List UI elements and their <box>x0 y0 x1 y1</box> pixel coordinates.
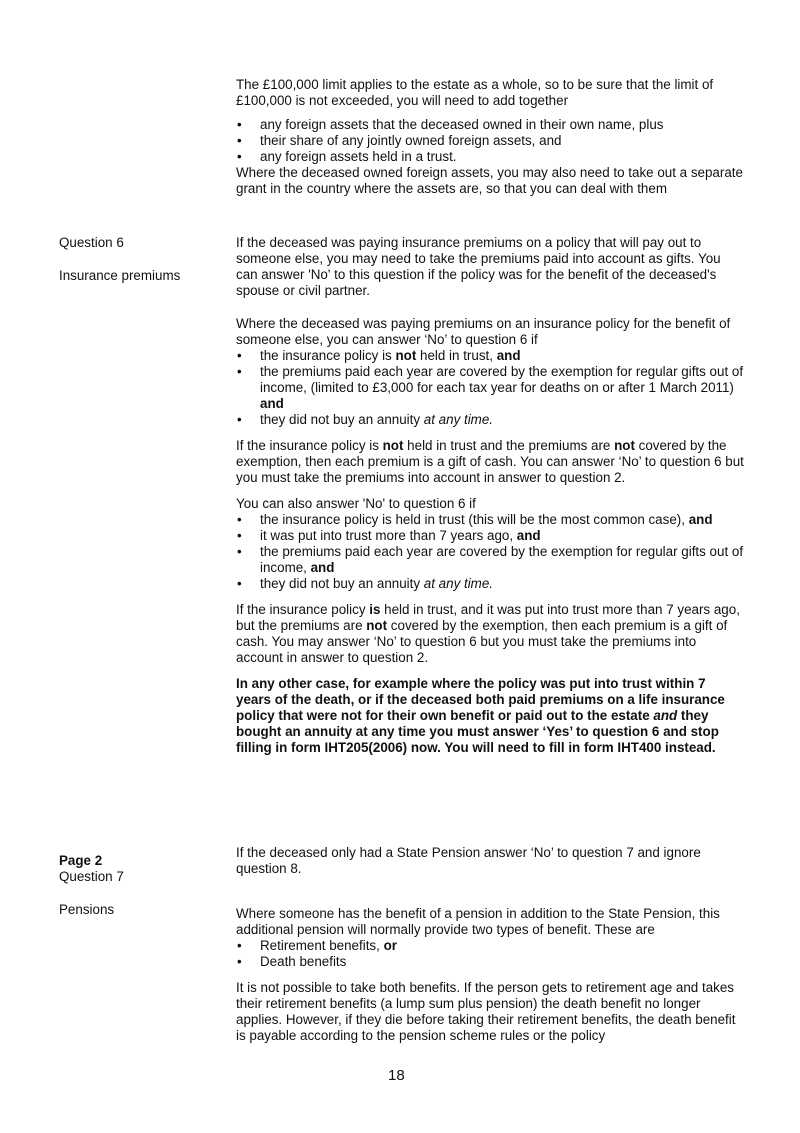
text-run: is <box>369 602 381 617</box>
text-run: held in trust, and it was put into trust more than 7 years ago, but the premiums are <box>236 602 740 633</box>
list-item <box>236 412 744 428</box>
list-item <box>236 512 744 528</box>
text-run: they did not buy an annuity <box>260 576 424 591</box>
q6-premiums-paragraph: Where the deceased was paying premiums on an insurance policy for the benefit of someone else, you can answer ‘No’ to question 6 if <box>236 316 731 347</box>
text-run: not <box>366 618 388 633</box>
list-item <box>236 528 744 544</box>
list-item <box>236 544 744 576</box>
text-run: not <box>395 348 417 363</box>
text-run: or <box>383 938 397 953</box>
list-item: • Death benefits <box>236 954 744 970</box>
text-run: not <box>614 438 635 453</box>
question-6-label: Question 6 <box>59 235 124 250</box>
text-run: covered by the exemption, then each premium is a gift of cash. You may answer ‘No’ to question 6 but you must take the premiums into account in answer to question 2. <box>236 618 728 665</box>
q6-in-trust-paragraph <box>236 602 744 666</box>
q6-also-no-paragraph: You can also answer 'No' to question 6 if <box>236 496 476 511</box>
separate-grant-paragraph: Where the deceased owned foreign assets, you may also need to take out a separate grant in the country where the assets are, so that you can deal with them <box>236 165 743 196</box>
text-run: held in trust, <box>416 348 497 363</box>
q6-conditions-list <box>236 348 744 428</box>
state-pension-paragraph: If the deceased only had a State Pension answer ‘No’ to question 7 and ignore question 8. <box>236 845 701 876</box>
text-run: and <box>516 528 541 543</box>
both-benefits-paragraph: It is not possible to take both benefits. If the person gets to retirement age and takes their retirement benefits (a lump sum plus pension) the death benefit no longer applies. However, if they die before taking their retirement benefits, the death benefit is payable according to the pension scheme rules or the policy <box>236 980 736 1043</box>
text-run: it was put into trust more than 7 years ago, <box>260 528 517 543</box>
q6-warning-paragraph <box>236 676 744 756</box>
pension-benefits-paragraph: Where someone has the benefit of a pension in addition to the State Pension, this additional pension will normally provide two types of benefit. These are <box>236 906 720 937</box>
question-7-label: Question 7 <box>59 869 124 884</box>
text-run: and <box>688 512 713 527</box>
text-run: If the insurance policy is <box>236 438 383 453</box>
page-number: 18 <box>388 1067 405 1084</box>
text-run: In any other case, for example where the policy was put into trust within 7 years of the death, or if the deceased both paid premiums on a life insurance policy that were not for their own benefit or paid out to the estate <box>236 676 725 723</box>
text-run: they bought an annuity at any time you must answer ‘Yes’ to question 6 and stop filling in form IHT205(2006) now. You will need to fill in form IHT400 instead. <box>236 708 719 755</box>
question-6-section <box>236 235 744 756</box>
list-item: • their share of any jointly owned foreign assets, and <box>236 133 744 149</box>
list-item <box>236 938 744 954</box>
question-7-section <box>236 845 744 1044</box>
foreign-assets-section <box>236 77 744 197</box>
text-run: covered by the exemption, then each premium is a gift of cash. You can answer ‘No’ to question 6 but you must take the premiums into account in answer to question 2. <box>236 438 744 485</box>
text-run: and <box>653 708 678 723</box>
question-7-sidebar <box>59 853 124 918</box>
q6-trust-conditions-list <box>236 512 744 592</box>
text-run: the premiums paid each year are covered by the exemption for regular gifts out of income, <box>260 544 744 575</box>
text-run: and <box>310 560 335 575</box>
question-6-sidebar <box>59 235 180 284</box>
text-run: at any time. <box>423 576 493 591</box>
limit-paragraph: The £100,000 limit applies to the estate as a whole, so to be sure that the limit of £100,000 is not exceeded, you will need to add together <box>236 77 714 108</box>
list-item: • any foreign assets that the deceased owned in their own name, plus <box>236 117 744 133</box>
q6-not-in-trust-paragraph <box>236 438 744 486</box>
list-item <box>236 348 744 364</box>
text-run: and <box>496 348 521 363</box>
foreign-assets-list <box>236 117 744 165</box>
benefit-types-list <box>236 938 744 970</box>
list-item <box>236 576 744 592</box>
text-run: held in trust and the premiums are <box>403 438 615 453</box>
list-item: • any foreign assets held in a trust. <box>236 149 744 165</box>
text-run: and <box>260 396 284 411</box>
text-run: the premiums paid each year are covered by the exemption for regular gifts out of income, (limited to £3,000 for each tax year for deaths on or after 1 March 2011) <box>260 364 744 395</box>
text-run: Retirement benefits, <box>260 938 384 953</box>
text-run: they did not buy an annuity <box>260 412 424 427</box>
text-run: at any time. <box>423 412 493 427</box>
text-run: the insurance policy is <box>260 348 396 363</box>
text-run: the insurance policy is held in trust (this will be the most common case), <box>260 512 689 527</box>
q6-intro-paragraph: If the deceased was paying insurance premiums on a policy that will pay out to someone else, you may need to take the premiums paid into account as gifts. You can answer 'No' to this question if the policy was for the benefit of the deceased's spouse or civil partner. <box>236 235 721 298</box>
text-run: not <box>382 438 404 453</box>
pensions-heading: Pensions <box>59 902 115 917</box>
insurance-premiums-heading: Insurance premiums <box>59 268 181 283</box>
page-reference: Page 2 <box>59 853 103 868</box>
text-run: If the insurance policy <box>236 602 370 617</box>
list-item <box>236 364 744 412</box>
